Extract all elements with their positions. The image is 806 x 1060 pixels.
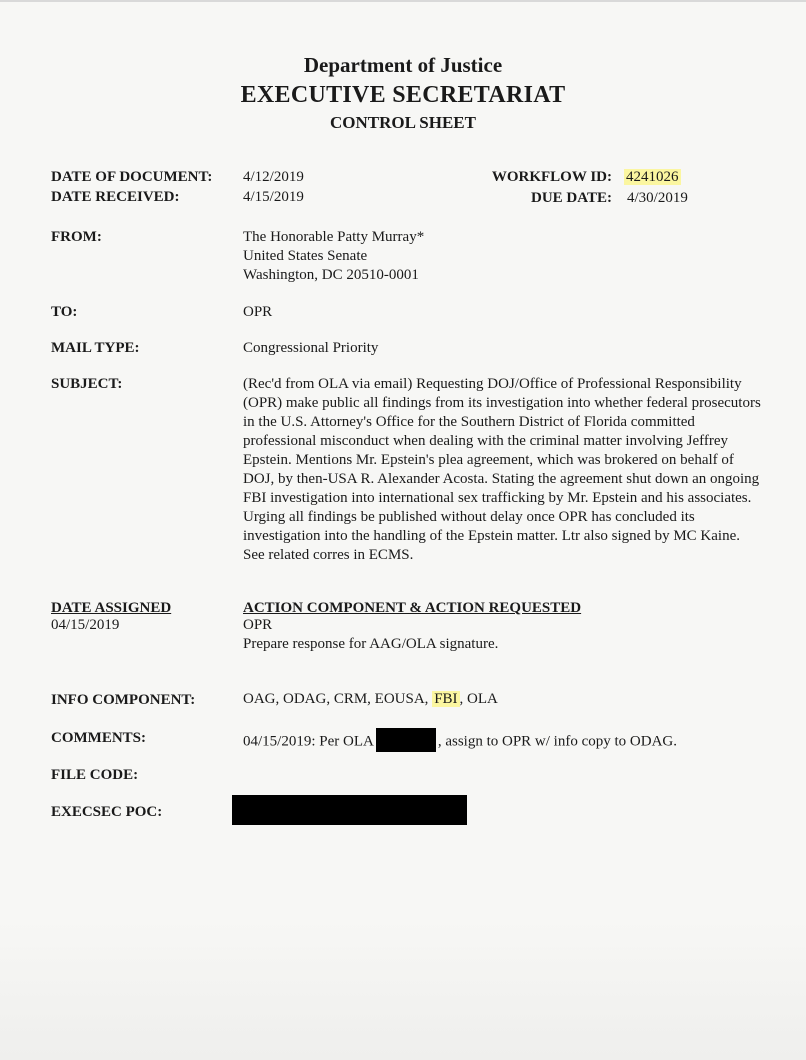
info-component-highlight: FBI xyxy=(434,691,458,707)
mail-type-label: MAIL TYPE: xyxy=(51,340,140,356)
from-line-3: Washington, DC 20510-0001 xyxy=(243,267,419,283)
action-label: ACTION COMPONENT & ACTION REQUESTED xyxy=(243,600,582,616)
date-of-document-label: DATE OF DOCUMENT: xyxy=(51,169,213,185)
department-title: Department of Justice xyxy=(303,53,503,77)
mail-type-value: Congressional Priority xyxy=(243,340,379,356)
from-label: FROM: xyxy=(51,229,102,245)
due-date-label: DUE DATE: xyxy=(531,190,612,206)
date-assigned-label: DATE ASSIGNED xyxy=(51,600,172,616)
redaction-block xyxy=(376,728,436,752)
comments-value xyxy=(243,730,677,754)
info-component-value xyxy=(243,690,498,709)
date-assigned-value: 04/15/2019 xyxy=(51,617,120,633)
scan-shading xyxy=(0,920,806,1060)
subject-label: SUBJECT: xyxy=(51,376,123,392)
date-received-value: 4/15/2019 xyxy=(243,189,304,205)
file-code-label xyxy=(51,765,138,785)
action-component: OPR xyxy=(243,617,273,633)
comments-before: 04/15/2019: Per OLA xyxy=(243,733,374,750)
workflow-id-highlight: 4241026 xyxy=(626,169,679,185)
info-component-label: INFO COMPONENT: xyxy=(51,692,196,708)
office-title: EXECUTIVE SECRETARIAT xyxy=(240,82,566,108)
due-date-value: 4/30/2019 xyxy=(627,190,688,206)
execsec-poc-label: EXECSEC POC: xyxy=(51,804,163,820)
from-line-2: United States Senate xyxy=(243,248,368,264)
subject-value: (Rec'd from OLA via email) Requesting DOJ/Office of Professional Responsibility (OPR) make public all findings from its investigation into whether federal prosecutors in the U.S. Attorney's Office for the Southern District of Florida committed professional misconduct when dealing with the criminal matter involving Jeffrey Epstein. Mentions Mr. Epstein's plea agreement, which was brokered on behalf of DOJ, by then-USA R. Alexander Acosta. Stating the agreement shut down an ongoing FBI investigation into international sex trafficking by Mr. Epstein and his associates. Urging all findings be published without delay once OPR has concluded its investigation into the handling of the Epstein matter. Ltr also signed by MC Kaine. See related corres in ECMS. xyxy=(243,376,761,563)
to-label: TO: xyxy=(51,304,78,320)
workflow-id-value xyxy=(624,167,681,187)
info-component-after: , OLA xyxy=(459,691,498,707)
from-line-1: The Honorable Patty Murray* xyxy=(243,229,425,245)
execsec-poc-redaction xyxy=(232,795,467,825)
from-value xyxy=(243,228,424,285)
date-received-label: DATE RECEIVED: xyxy=(51,189,180,205)
to-value: OPR xyxy=(243,304,273,320)
info-component-before: OAG, ODAG, CRM, EOUSA, xyxy=(243,691,433,707)
comments-label: COMMENTS: xyxy=(51,730,146,746)
action-request: Prepare response for AAG/OLA signature. xyxy=(243,636,499,652)
top-rule xyxy=(0,0,806,2)
file-code-label-text: FILE CODE: xyxy=(51,767,139,783)
document-header xyxy=(0,50,806,136)
date-of-document-value: 4/12/2019 xyxy=(243,169,304,185)
workflow-id-label: WORKFLOW ID: xyxy=(491,169,612,185)
form-title: CONTROL SHEET xyxy=(330,113,476,132)
comments-after: , assign to OPR w/ info copy to ODAG. xyxy=(437,733,677,750)
